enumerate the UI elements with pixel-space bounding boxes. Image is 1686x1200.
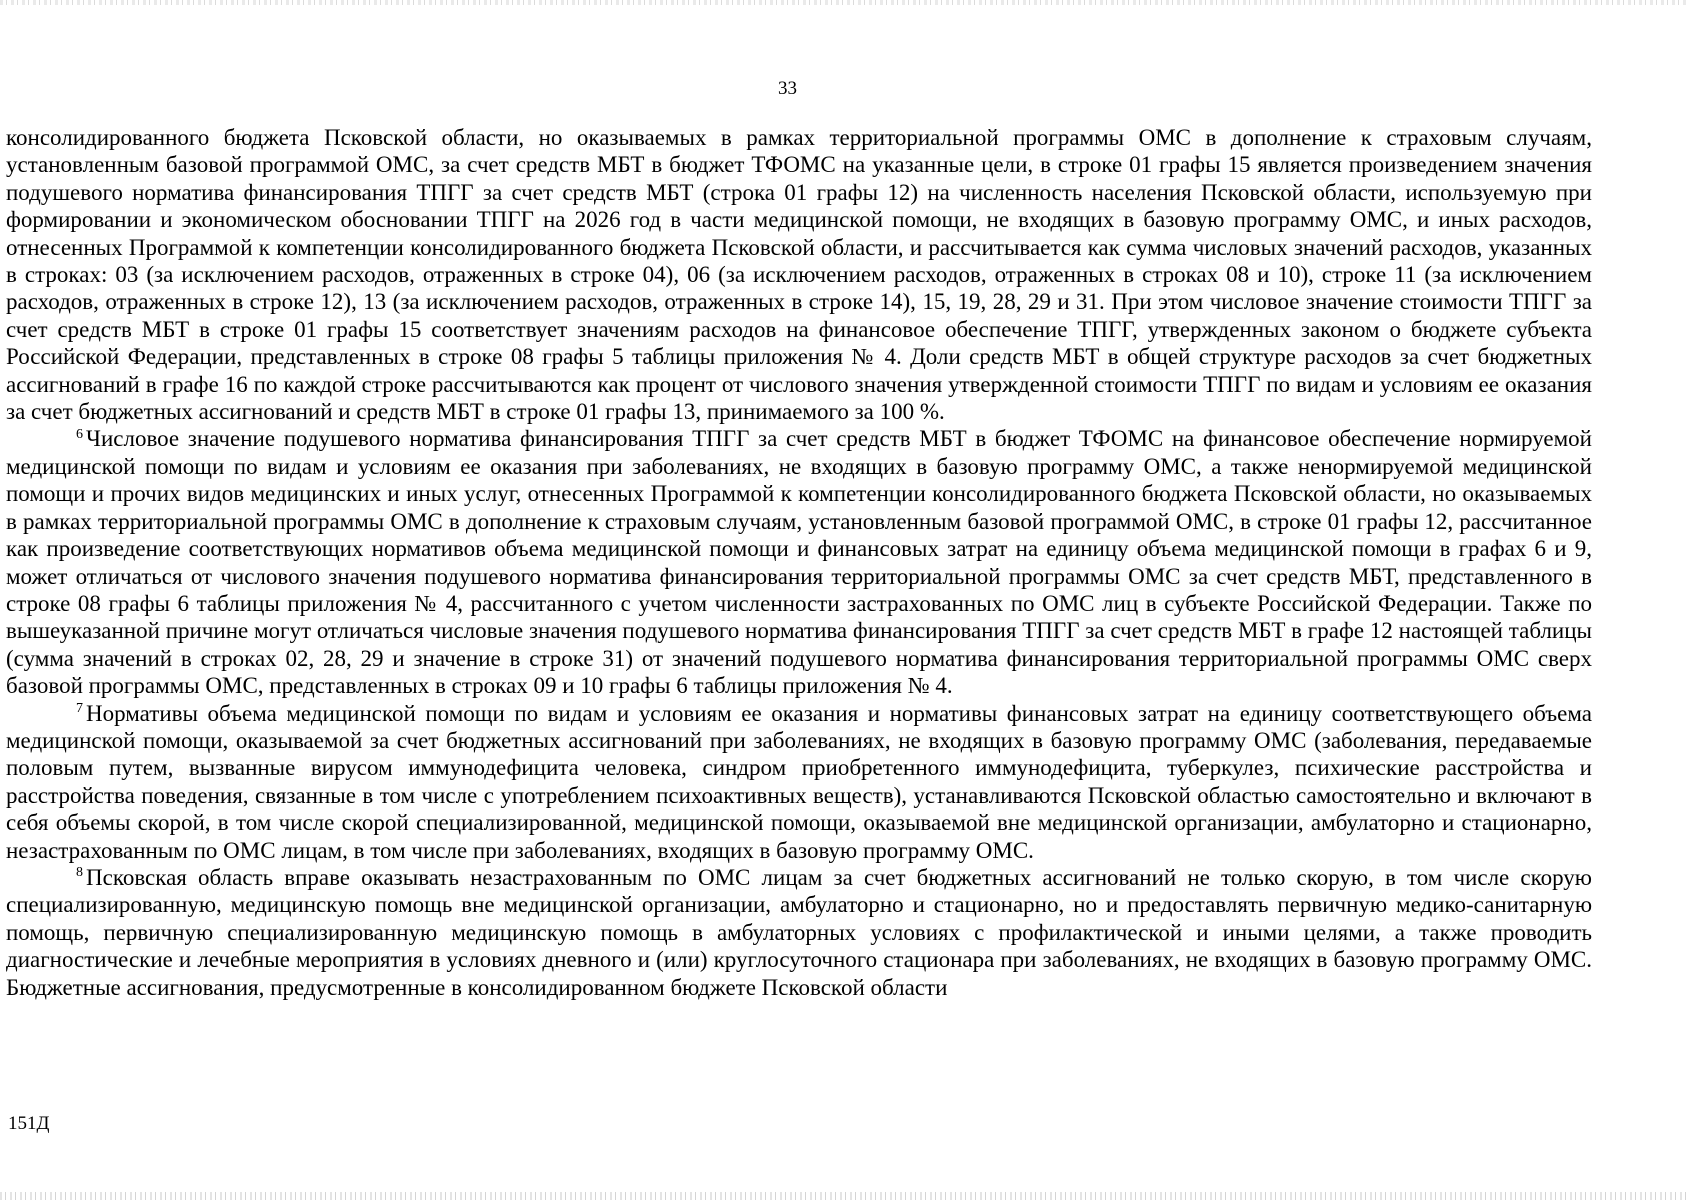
footnote-paragraph-6 [6, 425, 1592, 699]
paragraph-text: Псковская область вправе оказывать незастрахованным по ОМС лицам за счет бюджетных ассигнований не только скорую, в том числе скорую специализированную, медицинскую помощь вне медицинской организации, амбулаторно и стационарно, но и предоставлять первичную медико-санитарную помощь, первичную специализированную медицинскую помощь в амбулаторных условиях с профилактической и иными целями, а также проводить диагностические и лечебные мероприятия в условиях дневного и (или) круглосуточного стационара при заболеваниях, не входящих в базовую программу ОМС. Бюджетные ассигнования, предусмотренные в консолидированном бюджете Псковской области [6, 864, 1592, 1000]
paragraph-text: Нормативы объема медицинской помощи по видам и условиям ее оказания и нормативы финансовых затрат на единицу соответствующего объема медицинской помощи, оказываемой за счет бюджетных ассигнований при заболеваниях, не входящих в базовую программу ОМС (заболевания, передаваемые половым путем, вызванные вирусом иммунодефицита человека, синдром приобретенного иммунодефицита, туберкулез, психические расстройства и расстройства поведения, связанные в том числе с употреблением психоактивных веществ), устанавливаются Псковской областью самостоятельно и включают в себя объемы скорой, в том числе скорой специализированной, медицинской помощи, оказываемой вне медицинской организации, амбулаторно и стационарно, незастрахованным по ОМС лицам, в том числе при заболеваниях, входящих в базовую программу ОМС. [6, 700, 1592, 863]
document-body [6, 124, 1592, 1001]
scan-edge-top [0, 0, 1686, 5]
page-number: 33 [778, 78, 797, 99]
footnote-paragraph-7 [6, 700, 1592, 864]
paragraph-text: консолидированного бюджета Псковской области, но оказываемых в рамках территориальной программы ОМС в дополнение к страховым случаям, установленным базовой программой ОМС, за счет средств МБТ в бюджет ТФОМС на указанные цели, в строке 01 графы 15 является произведением значения подушевого норматива финансирования ТПГГ за счет средств МБТ (строка 01 графы 12) на численность населения Псковской области, используемую при формировании и экономическом обосновании ТПГГ на 2026 год в части медицинской помощи, не входящих в базовую программу ОМС, и иных расходов, отнесенных Программой к компетенции консолидированного бюджета Псковской области, и рассчитывается как сумма числовых значений расходов, указанных в строках: 03 (за исключением расходов, отраженных в строке 04), 06 (за исключением расходов, отраженных в строках 08 и 10), строке 11 (за исключением расходов, отраженных в строке 12), 13 (за исключением расходов, отраженных в строке 14), 15, 19, 28, 29 и 31. При этом числовое значение стоимости ТПГГ за счет средств МБТ в строке 01 графы 15 соответствует значениям расходов на финансовое обеспечение ТПГГ, утвержденных законом о бюджете субъекта Российской Федерации, представленных в строке 08 графы 5 таблицы приложения № 4. Доли средств МБТ в общей структуре расходов за счет бюджетных ассигнований в графе 16 по каждой строке рассчитываются как процент от числового значения утвержденной стоимости ТПГГ по видам и условиям ее оказания за счет бюджетных ассигнований и средств МБТ в строке 01 графы 13, принимаемого за 100 %. [6, 125, 1592, 425]
footnote-paragraph-8 [6, 864, 1592, 1001]
paragraph-continuation [6, 124, 1592, 425]
document-code: 151Д [8, 1113, 50, 1134]
footnote-marker: 8 [76, 865, 83, 881]
footnote-marker: 7 [76, 700, 83, 716]
scan-edge-bottom [0, 1192, 1686, 1200]
footnote-marker: 6 [76, 426, 83, 442]
paragraph-text: Числовое значение подушевого норматива финансирования ТПГГ за счет средств МБТ в бюджет ТФОМС на финансовое обеспечение нормируемой медицинской помощи по видам и условиям ее оказания при заболеваниях, не входящих в базовую программу ОМС, а также ненормируемой медицинской помощи и прочих видов медицинских и иных услуг, отнесенных Программой к компетенции консолидированного бюджета Псковской области, но оказываемых в рамках территориальной программы ОМС в дополнение к страховым случаям, установленным базовой программой ОМС, в строке 01 графы 12, рассчитанное как произведение соответствующих нормативов объема медицинской помощи и финансовых затрат на единицу объема медицинской помощи в графах 6 и 9, может отличаться от числового значения подушевого норматива финансирования территориальной программы ОМС за счет средств МБТ, представленного в строке 08 графы 6 таблицы приложения № 4, рассчитанного с учетом численности застрахованных по ОМС лиц в субъекте Российской Федерации. Также по вышеуказанной причине могут отличаться числовые значения подушевого норматива финансирования ТПГГ за счет средств МБТ в графе 12 настоящей таблицы (сумма значений в строках 02, 28, 29 и значение в строке 31) от значений подушевого норматива финансирования территориальной программы ОМС сверх базовой программы ОМС, представленных в строках 09 и 10 графы 6 таблицы приложения № 4. [6, 426, 1592, 699]
